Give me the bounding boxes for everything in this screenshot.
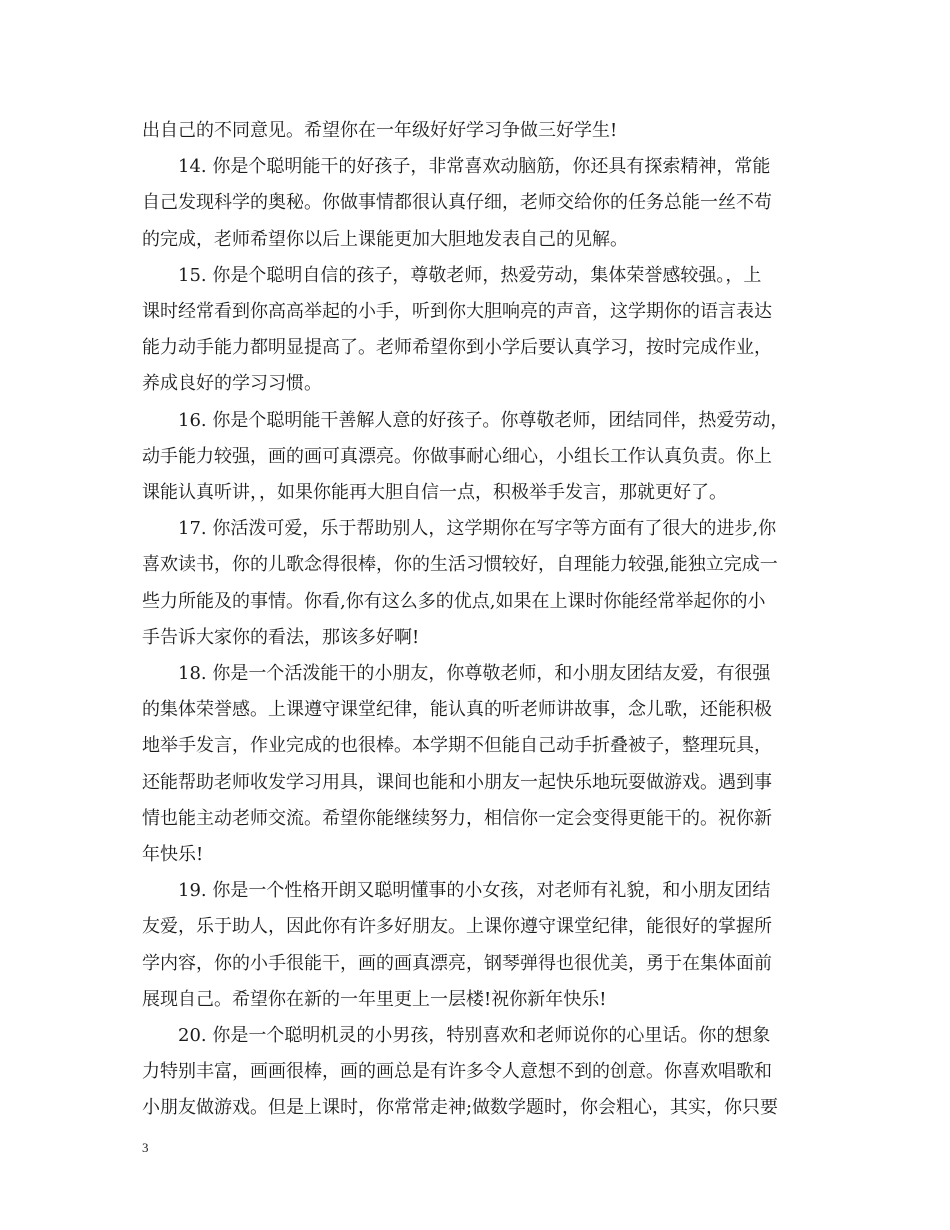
text-line: 些力所能及的事情。你看,你有这么多的优点,如果在上课时你能经常举起你的小	[142, 590, 766, 612]
text-line: 18. 你是一个活泼能干的小朋友，你尊敬老师，和小朋友团结友爱，有很强	[178, 663, 771, 685]
text-line: 学内容，你的小手很能干，画的画真漂亮，钢琴弹得也很优美，勇于在集体面前	[142, 952, 772, 974]
text-line: 友爱，乐于助人，因此你有许多好朋友。上课你遵守课堂纪律，能很好的掌握所	[142, 916, 772, 938]
text-line: 养成良好的学习习惯。	[142, 373, 322, 395]
text-line: 课能认真听讲，，如果你能再大胆自信一点，积极举手发言，那就更好了。	[142, 482, 727, 504]
text-line: 的完成，老师希望你以后上课能更加大胆地发表自己的见解。	[142, 228, 628, 250]
text-line: 16. 你是个聪明能干善解人意的好孩子。你尊敬老师，团结同伴，热爱劳动，	[178, 409, 789, 431]
text-line: 力特别丰富，画画很棒，画的画总是有许多令人意想不到的创意。你喜欢唱歌和	[142, 1061, 772, 1083]
text-line: 14. 你是个聪明能干的好孩子，非常喜欢动脑筋，你还具有探索精神，常能	[178, 156, 771, 178]
text-line: 年快乐!	[142, 844, 204, 866]
text-line: 课时经常看到你高高举起的小手，听到你大胆响亮的声音，这学期你的语言表达	[142, 301, 772, 323]
text-line: 20. 你是一个聪明机灵的小男孩，特别喜欢和老师说你的心里话。你的想象	[178, 1025, 771, 1047]
page-number: 3	[142, 1140, 149, 1155]
text-line: 出自己的不同意见。希望你在一年级好好学习争做三好学生!	[142, 120, 618, 141]
text-line: 情也能主动老师交流。希望你能继续努力，相信你一定会变得更能干的。祝你新	[142, 807, 772, 829]
text-line: 的集体荣誉感。上课遵守课堂纪律，能认真的听老师讲故事，念儿歌，还能积极	[142, 699, 772, 721]
text-line: 自己发现科学的奥秘。你做事情都很认真仔细，老师交给你的任务总能一丝不苟	[142, 192, 772, 214]
text-line: 还能帮助老师收发学习用具，课间也能和小朋友一起快乐地玩耍做游戏。遇到事	[142, 771, 772, 793]
text-line: 地举手发言，作业完成的也很棒。本学期不但能自己动手折叠被子，整理玩具，	[142, 735, 772, 757]
document-body	[142, 113, 817, 1127]
text-line: 小朋友做游戏。但是上课时，你常常走神;做数学题时，你会粗心，其实，你只要	[142, 1097, 779, 1119]
text-line: 手告诉大家你的看法，那该多好啊!	[142, 626, 420, 648]
text-line: 17. 你活泼可爱，乐于帮助别人，这学期你在写字等方面有了很大的进步,你	[178, 518, 777, 540]
text-line: 展现自己。希望你在新的一年里更上一层楼!祝你新年快乐!	[142, 988, 607, 1010]
text-line: 19. 你是一个性格开朗又聪明懂事的小女孩，对老师有礼貌，和小朋友团结	[178, 880, 771, 902]
text-line: 15. 你是个聪明自信的孩子，尊敬老师，热爱劳动，集体荣誉感较强。，上	[178, 264, 762, 286]
text-line: 动手能力较强，画的画可真漂亮。你做事耐心细心，小组长工作认真负责。你上	[142, 445, 772, 467]
text-line: 能力动手能力都明显提高了。老师希望你到小学后要认真学习，按时完成作业，	[142, 337, 772, 359]
text-line: 喜欢读书，你的儿歌念得很棒，你的生活习惯较好，自理能力较强,能独立完成一	[142, 554, 778, 576]
